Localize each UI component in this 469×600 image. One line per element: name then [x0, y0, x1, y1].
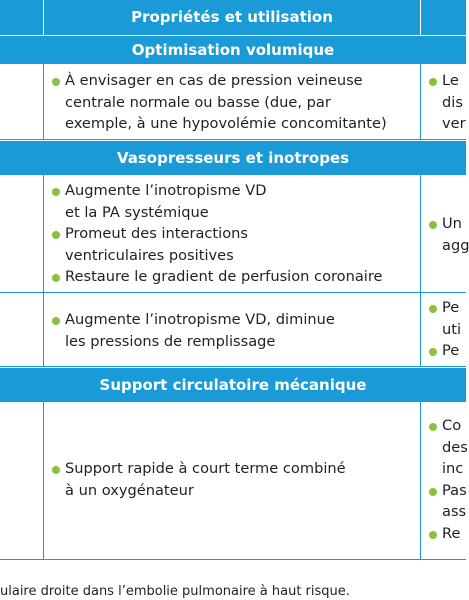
bullet-line: uti — [442, 320, 462, 338]
bullet-line: Un — [442, 215, 462, 232]
truncated-list — [421, 213, 469, 256]
bullet-dot-icon — [52, 317, 60, 325]
bullet-item — [429, 480, 466, 523]
bullet-line: Augmente l’inotropisme VD, diminue — [65, 311, 335, 328]
table-row — [0, 401, 466, 560]
bullet-line: ass — [442, 503, 467, 521]
bullet-line: dis — [442, 93, 463, 111]
bullet-dot-icon — [429, 78, 437, 86]
bullet-item — [429, 297, 466, 340]
bullet-line: exemple, à une hypovolémie concomitante) — [65, 115, 387, 133]
bullet-item — [52, 309, 420, 352]
bullet-line: à un oxygénateur — [65, 481, 194, 499]
bullet-line: Re — [442, 524, 461, 542]
table-row — [0, 63, 466, 140]
bullet-dot-icon — [52, 188, 60, 196]
property-list — [44, 309, 420, 352]
table-header — [0, 0, 466, 35]
bullet-item — [429, 70, 466, 135]
bullet-item — [429, 340, 466, 362]
bullet-line: Pe — [442, 342, 460, 360]
table-row — [0, 293, 466, 367]
bullet-line: et la PA systémique — [65, 203, 209, 221]
bullet-item — [52, 180, 420, 223]
bullet-dot-icon — [52, 466, 60, 474]
bullet-line: les pressions de remplissage — [65, 332, 276, 350]
bullet-dot-icon — [429, 348, 437, 356]
bullet-item — [429, 213, 469, 256]
bullet-dot-icon — [429, 531, 437, 539]
bullet-line: Support rapide à court terme combiné — [65, 460, 346, 477]
table-caption: ulaire droite dans l’embolie pulmonaire à haut risque. — [0, 584, 350, 599]
bullet-line: Augmente l’inotropisme VD — [65, 182, 267, 199]
bullet-item — [52, 458, 420, 501]
section-header: Support circulatoire mécanique — [0, 367, 466, 401]
bullet-line: centrale normale ou basse (due, par — [65, 93, 331, 111]
bullet-item — [52, 70, 420, 135]
bullet-line: ventriculaires positives — [65, 246, 234, 264]
column-title: Propriétés et utilisation — [131, 8, 333, 26]
bullet-line: inc — [442, 460, 464, 478]
bullet-line: Pas — [442, 481, 467, 499]
bullet-line: ver — [442, 115, 466, 133]
bullet-line: À envisager en cas de pression veineuse — [65, 72, 363, 89]
bullet-line: agg — [442, 236, 469, 254]
property-list — [44, 70, 420, 135]
truncated-list — [421, 415, 466, 545]
bullet-line: Pe — [442, 299, 460, 316]
section-header: Vasopresseurs et inotropes — [0, 140, 466, 174]
bullet-dot-icon — [52, 274, 60, 282]
bullet-line: Le — [442, 72, 459, 89]
bullet-item — [429, 523, 466, 545]
truncated-list — [421, 70, 466, 135]
bullet-item — [52, 223, 420, 266]
property-list — [44, 458, 420, 501]
bullet-item — [429, 415, 466, 480]
property-list — [44, 180, 420, 288]
bullet-line: Promeut des interactions — [65, 225, 248, 243]
bullet-dot-icon — [52, 78, 60, 86]
section-header: Optimisation volumique — [0, 35, 466, 63]
table-row — [0, 174, 469, 293]
truncated-list — [421, 297, 466, 362]
bullet-line: Co — [442, 417, 462, 434]
bullet-line: des — [442, 438, 468, 456]
bullet-dot-icon — [429, 488, 437, 496]
bullet-dot-icon — [429, 305, 437, 313]
bullet-dot-icon — [429, 423, 437, 431]
bullet-line: Restaure le gradient de perfusion coronaire — [65, 268, 383, 286]
bullet-dot-icon — [52, 231, 60, 239]
bullet-item — [52, 266, 420, 288]
bullet-dot-icon — [429, 221, 437, 229]
